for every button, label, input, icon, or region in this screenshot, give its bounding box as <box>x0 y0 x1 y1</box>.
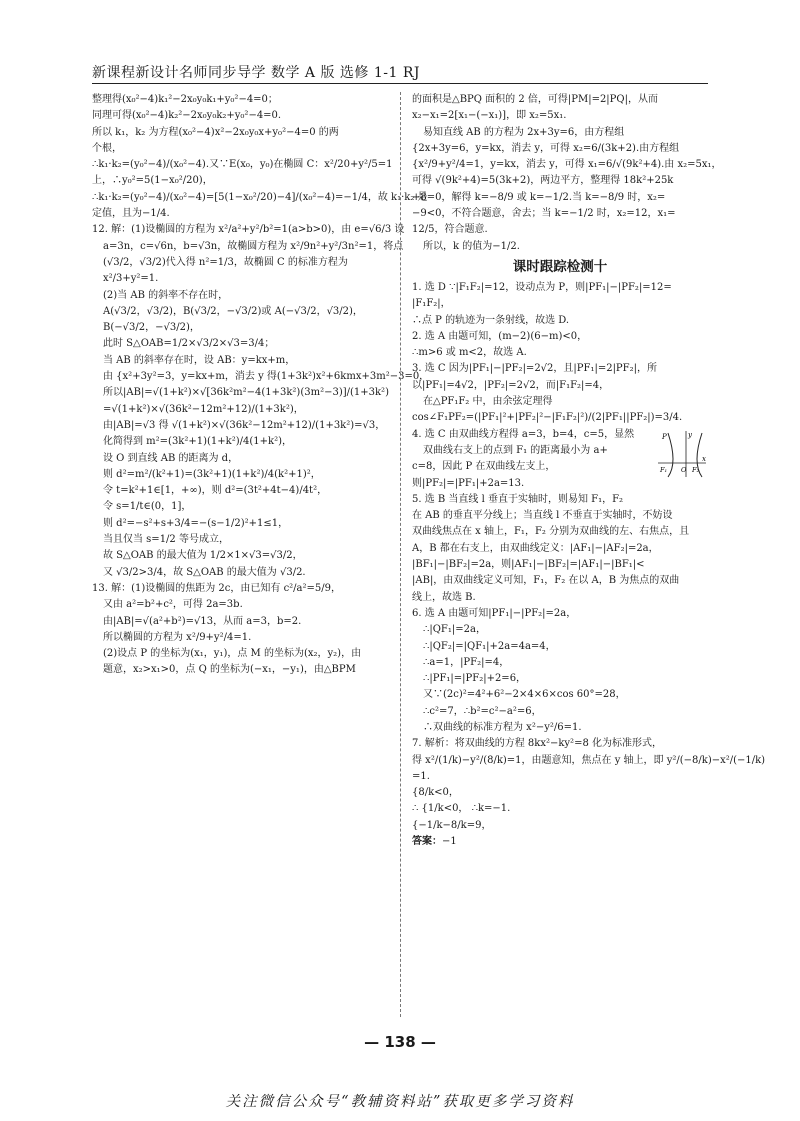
text-line: |BF₁|−|BF₂|=2a，则|AF₁|−|BF₂|=|AF₁|−|BF₁|< <box>412 559 645 571</box>
text-line: 则 d²=−s²+s+3/4=−(s−1/2)²+1≤1， <box>103 517 289 529</box>
text-line: =√(1+k²)×√(36k²−12m²+12)/(1+3k²)， <box>103 403 304 415</box>
text-line: 得 x²/(1/k)−y²/(8/k)=1，由题意知，焦点在 y 轴上，即 y²/(−8/k)−x²/(−1/k) <box>412 754 766 766</box>
right-column <box>412 92 766 850</box>
hyperbola-graph <box>656 429 708 479</box>
text-line: 7. 解析：将双曲线的方程 8kx²−ky²=8 化为标准形式， <box>412 738 662 750</box>
text-line: 所以 k₁，k₂ 为方程(x₀²−4)x²−2x₀y₀x+y₀²−4=0 的两 <box>92 126 339 138</box>
text-line: 定值，且为−1/4. <box>92 208 170 220</box>
text-line: ∴c²=7，∴b²=c²−a²=6， <box>423 705 542 717</box>
text-line: 12/5，符合题意. <box>412 224 488 236</box>
text-line: ∴|QF₂|=|QF₁|+2a=4a=4， <box>423 640 556 652</box>
text-line: {8/k<0， <box>412 787 459 799</box>
text-line: (2)设点 P 的坐标为(x₁，y₁)，点 M 的坐标为(x₂，y₂)，由 <box>103 648 362 660</box>
text-line: 线上，故选 B. <box>412 591 476 603</box>
text-line: 由|AB|=√(a²+b²)=√13，从而 a=3，b=2. <box>103 615 302 627</box>
text-line: 4. 选 C 由双曲线方程得 a=3，b=4，c=5，显然 <box>412 428 635 440</box>
graph-label-o: O <box>681 465 687 474</box>
text-line: a=3n，c=√6n，b=√3n，故椭圆方程为 x²/9n²+y²/3n²=1，将点 <box>103 240 404 252</box>
graph-label-x: x <box>702 454 706 463</box>
footer-note: 关注微信公众号“教辅资料站”获取更多学习资料 <box>225 1094 575 1110</box>
text-line: ∴k₁·k₂=(y₀²−4)/(x₀²−4).又∵E(x₀，y₀)在椭圆 C：x²/20+y²/5=1 <box>92 159 393 171</box>
text-line: 双曲线右支上的点到 F₁ 的距离最小为 a+ <box>423 444 608 456</box>
text-line: ∴ {1/k<0， ∴k=−1. <box>412 803 511 815</box>
text-line: 故 S△OAB 的最大值为 1/2×1×√3=√3/2， <box>103 550 303 562</box>
text-line: ∴m>6 或 m<2，故选 A. <box>412 347 527 359</box>
text-line: +8=0，解得 k=−8/9 或 k=−1/2.当 k=−8/9 时，x₂= <box>412 191 666 203</box>
text-line: ∴a=1，|PF₂|=4， <box>423 656 510 668</box>
text-line: 此时 S△OAB=1/2×√3/2×√3=3/4； <box>103 338 275 350</box>
answer-list <box>412 280 766 834</box>
text-line: 则|PF₂|=|PF₁|+2a=13. <box>412 477 525 489</box>
text-line: 又由 a²=b²+c²，可得 2a=3b. <box>103 599 243 611</box>
left-column <box>92 92 430 679</box>
text-line: 个根， <box>92 142 122 154</box>
text-line: {−1/k−8/k=9， <box>412 819 492 831</box>
text-line: (2)当 AB 的斜率不存在时， <box>103 289 229 301</box>
text-line: 在 AB 的垂直平分线上；当直线 l 不垂直于实轴时，不妨设 <box>412 510 673 522</box>
text-line: ∴k₁·k₂=(y₀²−4)/(x₀²−4)=[5(1−x₀²/20)−4]/(x₀²−4)=−1/4，故 k₁·k₂ 是 <box>92 191 428 203</box>
text-line: {2x+3y=6，y=kx，消去 y，可得 x₂=6/(3k+2).由方程组 <box>412 142 680 154</box>
answer-value: −1 <box>442 836 457 848</box>
text-line: 所以椭圆的方程为 x²/9+y²/4=1. <box>103 631 252 643</box>
text-line: =1. <box>412 770 430 782</box>
text-line: 在△PF₁F₂ 中，由余弦定理得 <box>423 396 553 408</box>
final-answer <box>412 834 708 850</box>
text-line: 令 s=1/t∈(0，1]， <box>103 501 192 513</box>
text-line: (√3/2，√3/2)代入得 n²=1/3，故椭圆 C 的标准方程为 <box>103 256 348 268</box>
text-line: B(−√3/2，−√3/2)， <box>103 322 200 334</box>
graph-label-f1: F₁ <box>660 465 668 474</box>
text-line: 以|PF₁|=4√2，|PF₂|=2√2，而|F₁F₂|=4， <box>412 379 610 391</box>
text-line: 又∵(2c)²=4²+6²−2×4×6×cos 60°=28， <box>423 689 626 701</box>
text-line: 上，∴y₀²=5(1−x₀²/20)， <box>92 175 213 187</box>
text-line: 所以，k 的值为−1/2. <box>423 240 520 252</box>
text-line: 设 O 到直线 AB 的距离为 d， <box>103 452 239 464</box>
text-line: 双曲线焦点在 x 轴上，F₁，F₂ 分别为双曲线的左、右焦点，且 <box>412 526 690 538</box>
text-line: cos∠F₁PF₂=(|PF₁|²+|PF₂|²−|F₁F₂|²)/(2|PF₁||PF₂|)=3/4. <box>412 412 683 424</box>
text-line: 3. 选 C 因为|PF₁|−|PF₂|=2√2，且|PF₁|=2|PF₂|，所 <box>412 363 657 375</box>
text-line: 当且仅当 s=1/2 等号成立， <box>103 534 229 546</box>
column-divider <box>400 92 401 1017</box>
graph-label-f2: F₂ <box>692 465 700 474</box>
text-line: 的面积是△BPQ 面积的 2 倍，可得|PM|=2|PQ|，从而 <box>412 94 658 105</box>
text-line: 化简得到 m²=(3k²+1)(1+k²)/4(1+k²)， <box>103 436 292 448</box>
text-line: −9<0，不符合题意，舍去；当 k=−1/2 时，x₂=12，x₁= <box>412 208 676 220</box>
text-line: x₂−x₁=2[x₁−(−x₁)]，即 x₂=5x₁. <box>412 110 567 122</box>
graph-label-p: P <box>662 432 667 441</box>
text-line: 12. 解：(1)设椭圆的方程为 x²/a²+y²/b²=1(a>b>0)，由 e=√6/3 设 <box>92 224 405 236</box>
page-number: — 138 — <box>364 1033 436 1051</box>
answer-label: 答案： <box>412 836 442 848</box>
text-line: A(√3/2，√3/2)，B(√3/2，−√3/2)或 A(−√3/2，√3/2)， <box>103 305 363 317</box>
text-line: 5. 选 B 当直线 l 垂直于实轴时，则易知 F₁，F₂ <box>412 493 624 505</box>
graph-label-y: y <box>688 430 692 439</box>
text-line: 当 AB 的斜率存在时，设 AB：y=kx+m， <box>103 354 296 366</box>
text-line: 6. 选 A 由题可知|PF₁|−|PF₂|=2a， <box>412 607 577 619</box>
text-line: {x²/9+y²/4=1，y=kx，消去 y，可得 x₁=6/√(9k²+4).由 x₂=5x₁， <box>412 159 722 171</box>
text-line: 可得 √(9k²+4)=5(3k+2)，两边平方，整理得 18k²+25k <box>412 175 674 187</box>
text-line: 2. 选 A 由题可知，(m−2)(6−m)<0， <box>412 330 588 342</box>
text-line: 由 {x²+3y²=3，y=kx+m，消去 y 得(1+3k²)x²+6kmx+3m²−3=0， <box>103 371 430 383</box>
text-line: 令 t=k²+1∈[1，+∞)，则 d²=(3t²+4t−4)/4t²， <box>103 485 328 497</box>
text-line: ∴|PF₁|=|PF₂|+2=6， <box>423 673 527 685</box>
text-line: 易知直线 AB 的方程为 2x+3y=6，由方程组 <box>423 126 625 138</box>
text-line: 同理可得(x₀²−4)k₂²−2x₀y₀k₂+y₀²−4=0. <box>92 110 282 122</box>
text-line: 则 d²=m²/(k²+1)=(3k²+1)(1+k²)/4(k²+1)²， <box>103 468 321 480</box>
text-line: |AB|，由双曲线定义可知，F₁，F₂ 在以 A，B 为焦点的双曲 <box>412 575 680 587</box>
left-branch <box>668 433 673 477</box>
header-rule <box>92 83 708 84</box>
text-line: ∴|QF₁|=2a， <box>423 624 486 636</box>
text-line: ∴点 P 的轨迹为一条射线，故选 D. <box>412 314 570 326</box>
section-title: 课时跟踪检测十 <box>512 258 608 275</box>
text-line: 整理得(x₀²−4)k₁²−2x₀y₀k₁+y₀²−4=0； <box>92 94 278 105</box>
text-line: 又 √3/2>3/4，故 S△OAB 的最大值为 √3/2. <box>103 566 306 578</box>
running-header: 新课程新设计名师同步导学 数学 A 版 选修 1-1 RJ <box>92 65 421 81</box>
right-column-continuation <box>412 92 722 255</box>
text-line: x²/3+y²=1. <box>103 273 159 285</box>
text-line: |F₁F₂|， <box>412 298 451 310</box>
text-line: 题意，x₂>x₁>0，点 Q 的坐标为(−x₁，−y₁)，由△BPM <box>103 664 356 676</box>
text-line: 所以|AB|=√(1+k²)×√[36k²m²−4(1+3k²)(3m²−3)]/(1+3k²) <box>103 387 389 399</box>
text-line: A，B 都在右支上，由双曲线定义：|AF₁|−|AF₂|=2a， <box>412 542 659 554</box>
text-line: 1. 选 D ∵|F₁F₂|=12，设动点为 P，则|PF₁|−|PF₂|=12= <box>412 281 672 293</box>
text-line: 由|AB|=√3 得 √(1+k²)×√(36k²−12m²+12)/(1+3k²)=√3， <box>103 419 386 431</box>
text-line: ∴双曲线的标准方程为 x²−y²/6=1. <box>423 721 582 733</box>
text-line: 13. 解：(1)设椭圆的焦距为 2c，由已知有 c²/a²=5/9， <box>92 582 341 594</box>
text-line: c=8，因此 P 在双曲线左支上， <box>412 461 556 473</box>
